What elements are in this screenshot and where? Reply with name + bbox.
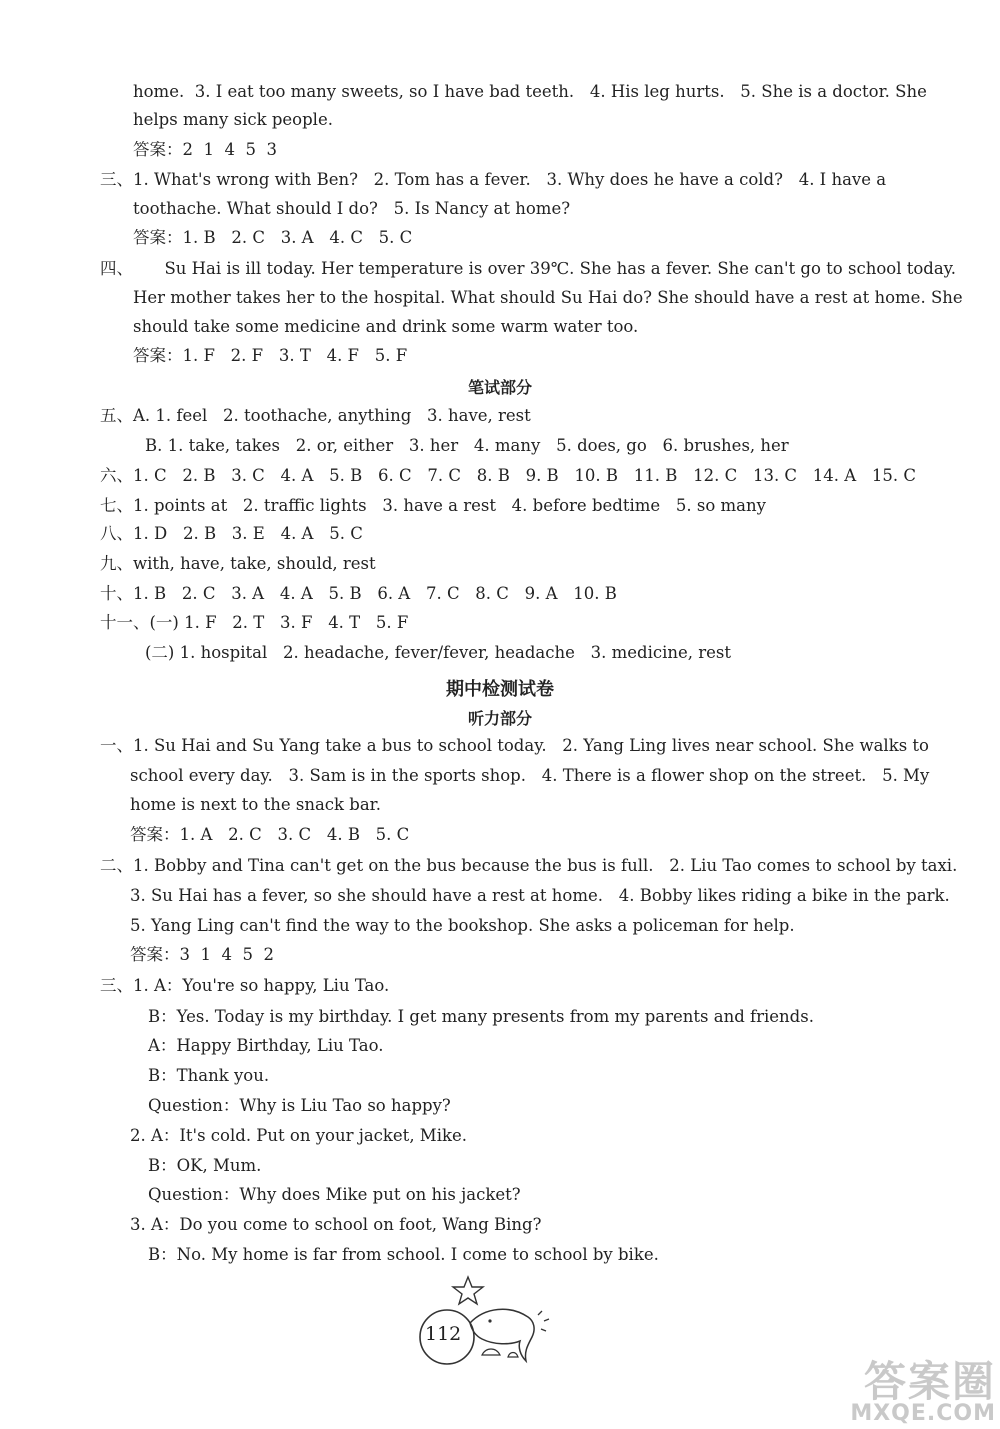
answer-line: 答案：1. A 2. C 3. C 4. B 5. C — [130, 825, 410, 844]
text-line: 九、with, have, take, should, rest — [100, 554, 376, 573]
answer-line: 答案：1. F 2. F 3. T 4. F 5. F — [133, 346, 408, 365]
text-line: 二、1. Bobby and Tina can't get on the bus because the bus is full. 2. Liu Tao comes to school by taxi. — [100, 856, 958, 875]
text-line: 三、1. A：You're so happy, Liu Tao. — [100, 976, 390, 995]
shell-icon — [482, 1349, 500, 1355]
text-line: 八、1. D 2. B 3. E 4. A 5. C — [100, 524, 363, 543]
answer-line: 答案：2 1 4 5 3 — [133, 140, 277, 159]
text-line: B：Yes. Today is my birthday. I get many presents from my parents and friends. — [148, 1007, 814, 1026]
text-line: home. 3. I eat too many sweets, so I have bad teeth. 4. His leg hurts. 5. She is a doctor. She — [133, 82, 927, 101]
exam-title-midterm: 期中检测试卷 — [446, 679, 554, 700]
text-line: Question：Why is Liu Tao so happy? — [148, 1096, 451, 1115]
text-line: 三、1. What's wrong with Ben? 2. Tom has a fever. 3. Why does he have a cold? 4. I have a — [100, 170, 887, 189]
text-line: should take some medicine and drink some warm water too. — [133, 317, 639, 336]
text-line: 十一、(一) 1. F 2. T 3. F 4. T 5. F — [100, 613, 409, 632]
text-line: school every day. 3. Sam is in the sports shop. 4. There is a flower shop on the street. 5. My — [130, 766, 930, 785]
answer-line: 答案：1. B 2. C 3. A 4. C 5. C — [133, 228, 413, 247]
answer-line: 答案：3 1 4 5 2 — [130, 945, 274, 964]
text-line: 5. Yang Ling can't find the way to the bookshop. She asks a policeman for help. — [130, 916, 795, 935]
text-line: 3. A：Do you come to school on foot, Wang Bing? — [130, 1215, 542, 1234]
text-line: 3. Su Hai has a fever, so she should have a rest at home. 4. Bobby likes riding a bike in the park. — [130, 886, 950, 905]
dolphin-icon — [470, 1309, 534, 1361]
watermark-url: MXQE.COM — [850, 1401, 996, 1426]
text-line: 十、1. B 2. C 3. A 4. A 5. B 6. A 7. C 8. C 9. A 10. B — [100, 584, 617, 603]
page-number: 112 — [425, 1323, 462, 1345]
text-line: helps many sick people. — [133, 110, 333, 129]
text-line: B：OK, Mum. — [148, 1156, 262, 1175]
text-line: 2. A：It's cold. Put on your jacket, Mike. — [130, 1126, 467, 1145]
text-line: 七、1. points at 2. traffic lights 3. have a rest 4. before bedtime 5. so many — [100, 496, 766, 515]
text-line: B：Thank you. — [148, 1066, 270, 1085]
text-line: B. 1. take, takes 2. or, either 3. her 4. many 5. does, go 6. brushes, her — [145, 436, 789, 455]
text-line: 五、A. 1. feel 2. toothache, anything 3. have, rest — [100, 406, 531, 425]
text-line: Her mother takes her to the hospital. What should Su Hai do? She should have a rest at home. She — [133, 288, 963, 307]
text-line: A：Happy Birthday, Liu Tao. — [148, 1036, 384, 1055]
text-line: (二) 1. hospital 2. headache, fever/fever, headache 3. medicine, rest — [145, 643, 731, 662]
text-line: 四、 Su Hai is ill today. Her temperature is over 39℃. She has a fever. She can't go to school today. — [100, 259, 957, 278]
star-icon — [453, 1277, 483, 1304]
text-line: 一、1. Su Hai and Su Yang take a bus to school today. 2. Yang Ling lives near school. She walks to — [100, 736, 929, 755]
section-heading-written: 笔试部分 — [467, 378, 532, 397]
text-line: B：No. My home is far from school. I come to school by bike. — [148, 1245, 659, 1264]
text-line: home is next to the snack bar. — [130, 795, 381, 814]
text-line: 六、1. C 2. B 3. C 4. A 5. B 6. C 7. C 8. B 9. B 10. B 11. B 12. C 13. C 14. A 15. C — [100, 466, 917, 485]
text-line: toothache. What should I do? 5. Is Nancy at home? — [133, 199, 571, 218]
watermark-logo-text: 答案圈 — [863, 1357, 996, 1406]
section-heading-listening: 听力部分 — [467, 709, 532, 728]
text-line: Question：Why does Mike put on his jacket? — [148, 1185, 521, 1204]
watermark — [850, 1357, 996, 1426]
